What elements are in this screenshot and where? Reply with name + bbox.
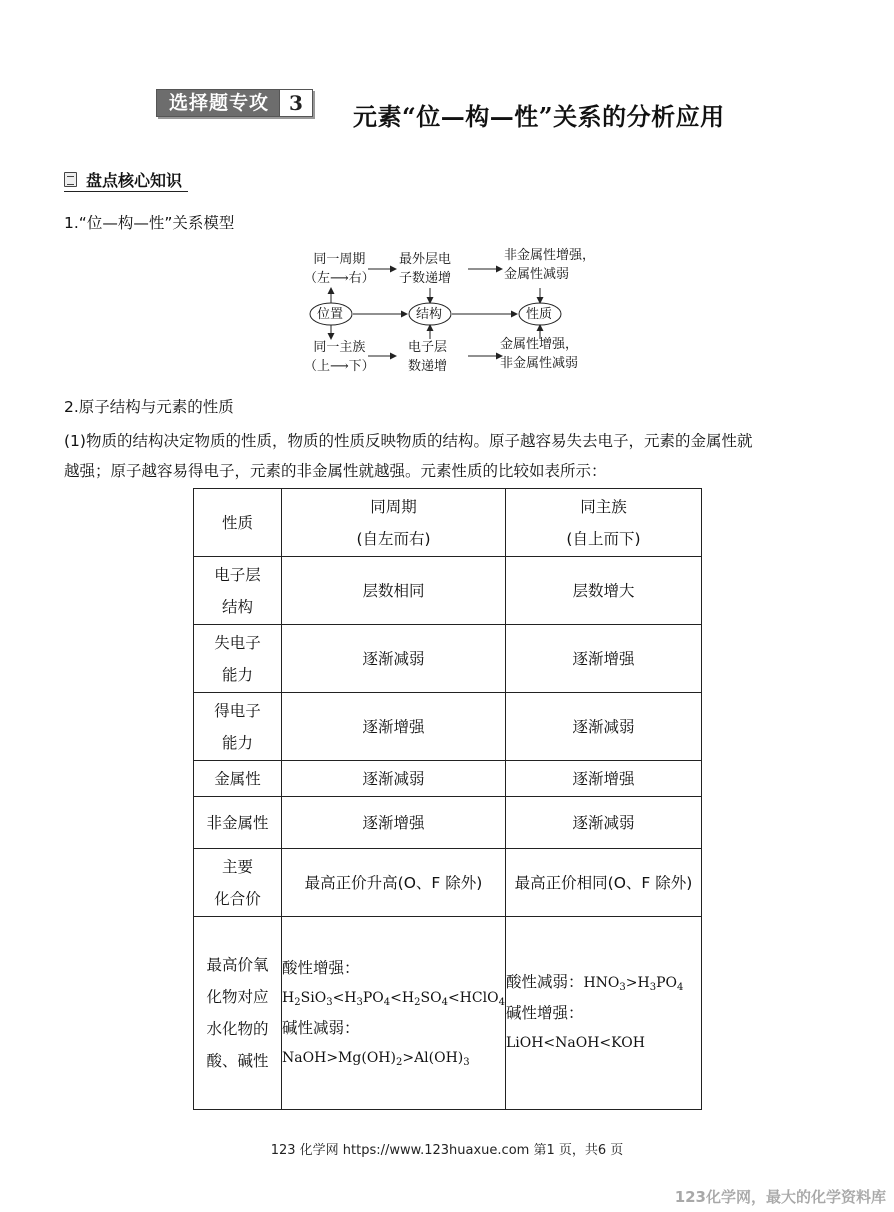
table-cell: 逐渐增强	[505, 761, 701, 797]
item-2-heading: 2.原子结构与元素的性质	[64, 398, 234, 416]
top-right-label: 非金属性增强， 金属性减弱	[504, 248, 596, 282]
table-cell: 层数相同	[282, 557, 506, 625]
table-row	[194, 489, 702, 557]
section-title: 盘点核心知识	[86, 171, 183, 190]
table-row	[194, 625, 702, 693]
table-cell: 逐渐增强	[282, 797, 506, 849]
bottom-right-label: 金属性增强， 非金属性减弱	[500, 337, 579, 371]
node-structure: 结构	[416, 307, 443, 322]
table-cell: 逐渐增强	[282, 693, 506, 761]
table-cell: 逐渐减弱	[282, 761, 506, 797]
comparison-table	[193, 488, 702, 1110]
table-row	[194, 761, 702, 797]
node-position: 位置	[317, 307, 344, 322]
table-row	[194, 693, 702, 761]
table-cell: 逐渐减弱	[505, 797, 701, 849]
relation-diagram	[296, 246, 606, 376]
top-mid-label: 最外层电 子数递增	[399, 252, 452, 286]
header-property: 性质	[194, 489, 282, 557]
document-icon	[64, 172, 77, 187]
row-label: 失电子 能力	[194, 625, 282, 693]
acid-series-group: $HNO_3>H_3PO_4$	[583, 975, 684, 993]
banner-label: 选择题专攻	[157, 90, 279, 116]
table-cell: 最高正价升高(O、F 除外)	[282, 849, 506, 917]
item-1-heading: 1.“位—构—性”关系模型	[64, 214, 235, 232]
bottom-mid-label: 电子层 数递增	[408, 340, 448, 374]
banner-number: 3	[279, 90, 312, 116]
table-cell: 逐渐增强	[505, 625, 701, 693]
base-series-period: $NaOH>Mg(OH)_2>Al(OH)_3$	[282, 1050, 470, 1068]
acid-series-period: $H_2SiO_3<H_3PO_4<H_2SO_4<HClO_4$	[282, 990, 505, 1008]
table-cell: 逐渐减弱	[505, 693, 701, 761]
row-label: 最高价氧 化物对应 水化物的 酸、碱性	[194, 917, 282, 1110]
table-cell: 最高正价相同(O、F 除外)	[505, 849, 701, 917]
table-row	[194, 557, 702, 625]
bottom-left-label: 同一主族 （上⟶下）	[304, 340, 375, 374]
table-row	[194, 849, 702, 917]
table-cell: 逐渐减弱	[282, 625, 506, 693]
table-row	[194, 917, 702, 1110]
page-footer: 123 化学网 https://www.123huaxue.com 第1 页，共6 页	[270, 1143, 624, 1158]
section-header	[64, 168, 188, 192]
table-row	[194, 797, 702, 849]
row-label: 非金属性	[194, 797, 282, 849]
intro-paragraph: (1)物质的结构决定物质的性质，物质的性质反映物质的结构。原子越容易失去电子，元素的金属性就 越强；原子越容易得电子，元素的非金属性就越强。元素性质的比较如表所示：	[64, 432, 753, 480]
header-same-period: 同周期 (自左而右)	[282, 489, 506, 557]
top-left-label: 同一周期 （左⟶右）	[304, 252, 375, 286]
row-label: 金属性	[194, 761, 282, 797]
group-acid-base-cell: 酸性减弱：$HNO_3>H_3PO_4$ 碱性增强： LiOH<NaOH<KOH	[505, 917, 701, 1110]
row-label: 电子层 结构	[194, 557, 282, 625]
topic-banner	[156, 89, 313, 117]
row-label: 主要 化合价	[194, 849, 282, 917]
page-title: 元素“位—构—性”关系的分析应用	[353, 102, 725, 131]
row-label: 得电子 能力	[194, 693, 282, 761]
watermark: 123化学网，最大的化学资料库	[674, 1188, 886, 1206]
node-property: 性质	[526, 307, 553, 322]
table-cell: 层数增大	[505, 557, 701, 625]
base-series-group: LiOH<NaOH<KOH	[505, 1035, 645, 1051]
period-acid-base-cell: 酸性增强： $H_2SiO_3<H_3PO_4<H_2SO_4<HClO_4$ 碱性减弱： $NaOH>Mg(OH)_2>Al(OH)_3$	[282, 917, 506, 1110]
header-same-group: 同主族 (自上而下)	[505, 489, 701, 557]
